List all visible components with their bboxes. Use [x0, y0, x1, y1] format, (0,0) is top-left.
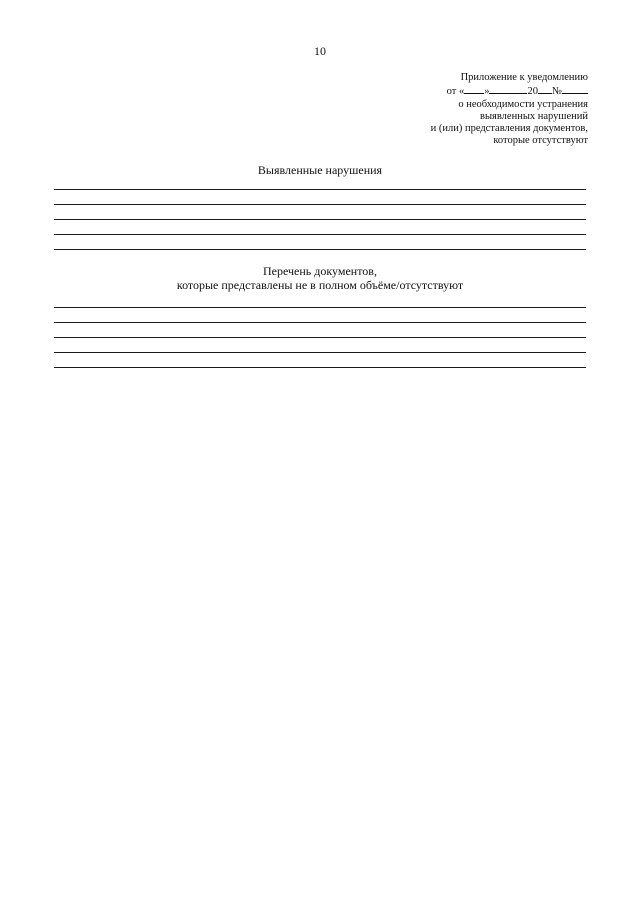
- month-blank: [489, 84, 527, 94]
- appendix-header: [388, 72, 588, 148]
- documents-blank-line: [54, 367, 586, 368]
- appendix-subject-line3: и (или) представления документов,: [430, 123, 588, 135]
- appendix-subject-line1: о необходимости устранения: [458, 98, 588, 110]
- violations-blank-line: [54, 204, 586, 205]
- documents-title-line2: которые представлены не в полном объёме/отсутствуют: [176, 277, 464, 292]
- violations-blank-line: [54, 249, 586, 250]
- documents-blank-line: [54, 307, 586, 308]
- documents-title: [0, 265, 640, 292]
- violations-title: Выявленные нарушения: [257, 163, 383, 177]
- number-sign: №: [551, 86, 562, 98]
- violations-blank-line: [54, 219, 586, 220]
- documents-blank-line: [54, 337, 586, 338]
- year-prefix: 20: [527, 86, 538, 98]
- day-blank: [464, 84, 484, 94]
- documents-title-line1: Перечень документов,: [263, 264, 377, 278]
- number-blank: [562, 84, 588, 94]
- page-number: 10: [314, 44, 326, 58]
- documents-blank-line: [54, 322, 586, 323]
- appendix-title: Приложение к уведомлению: [460, 72, 588, 83]
- year-blank: [538, 84, 552, 94]
- appendix-subject-line4: которые отсутствуют: [493, 135, 588, 147]
- violations-blank-line: [54, 189, 586, 190]
- date-prefix: от «: [446, 86, 465, 98]
- appendix-subject-line2: выявленных нарушений: [480, 110, 588, 122]
- documents-blank-line: [54, 352, 586, 353]
- appendix-date-line: [388, 84, 588, 98]
- date-quote-close: »: [484, 86, 490, 98]
- violations-blank-line: [54, 234, 586, 235]
